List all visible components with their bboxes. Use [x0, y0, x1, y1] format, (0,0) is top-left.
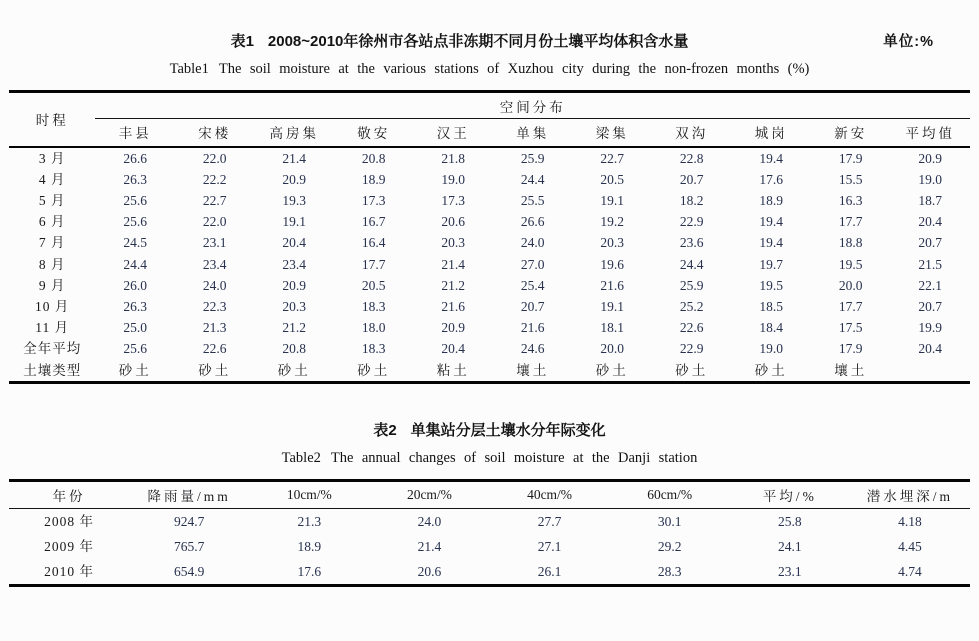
table1-cell: 20.0 — [600, 341, 625, 357]
table1-cell: 20.8 — [361, 150, 386, 166]
scanned-paper-page — [0, 33, 979, 587]
table1-cell: 19.4 — [759, 235, 784, 251]
table1-cell: 27.0 — [520, 256, 545, 272]
table1-label-zh: 表1 — [230, 33, 254, 50]
table1-data-row — [9, 296, 970, 317]
table1-cell: 砂土 — [277, 362, 311, 378]
table1-cell: 18.2 — [679, 192, 704, 208]
table1-cell: 18.5 — [759, 298, 784, 314]
table2-cell: 21.4 — [417, 538, 442, 554]
table1-cell: 25.6 — [123, 341, 148, 357]
table1-cell: 20.9 — [918, 150, 943, 166]
table1-row-label: 11 月 — [35, 320, 70, 336]
table1-station-header: 新安 — [811, 119, 891, 147]
table1-cell: 17.7 — [838, 214, 863, 230]
table1-cell: 砂土 — [118, 362, 152, 378]
table1-row-label: 7 月 — [38, 235, 66, 251]
table2-cell: 4.18 — [898, 513, 922, 529]
table1-title-en: The soil moisture at the various stations of Xuzhou city during the non-frozen months (%) — [218, 61, 810, 77]
table1-data-row — [9, 169, 970, 190]
table1-cell: 19.5 — [838, 256, 863, 272]
table1-cell: 20.6 — [441, 214, 466, 230]
table1-cell: 18.3 — [361, 341, 386, 357]
table1-cell: 17.7 — [361, 256, 386, 272]
table2-cell: 25.8 — [778, 513, 802, 529]
table1-row-label: 4 月 — [38, 171, 66, 187]
table1-cell: 20.7 — [918, 298, 943, 314]
table1-cell: 21.2 — [441, 277, 466, 293]
table1-group-header-row — [9, 92, 970, 119]
table1-data-row — [9, 254, 970, 275]
table1-row-label: 全年平均 — [23, 341, 82, 357]
table1-cell: 22.2 — [202, 171, 227, 187]
table1-cell: 20.5 — [361, 277, 386, 293]
table1-cell: 24.5 — [123, 235, 148, 251]
table1-cell: 19.1 — [600, 192, 625, 208]
table1-cell: 20.4 — [282, 235, 307, 251]
table1-cell: 20.4 — [918, 214, 943, 230]
table2-label-en: Table2 — [281, 449, 321, 466]
table2-cell: 24.1 — [778, 538, 802, 554]
table2-cell: 24.0 — [417, 513, 442, 529]
table1-cell: 15.5 — [838, 171, 863, 187]
table1-cell: 26.3 — [123, 298, 148, 314]
table2-cell: 654.9 — [174, 563, 205, 579]
table1-cell: 23.4 — [202, 256, 227, 272]
table1-data-row — [9, 211, 970, 232]
table2-cell: 17.6 — [297, 563, 322, 579]
table2-cell: 27.7 — [537, 513, 562, 529]
table2-cell: 21.3 — [297, 513, 322, 529]
table1-cell: 21.8 — [441, 150, 466, 166]
table1-cell: 23.1 — [202, 235, 227, 251]
table1-cell: 26.6 — [520, 214, 545, 230]
table1-cell: 20.3 — [282, 298, 307, 314]
table2-cell: 28.3 — [657, 563, 682, 579]
table1-cell: 壤土 — [834, 362, 868, 378]
table1-row-label: 6 月 — [38, 214, 66, 230]
table1-cell: 20.4 — [441, 341, 466, 357]
table1-cell: 20.5 — [600, 171, 625, 187]
table1-cell: 18.0 — [361, 320, 386, 336]
table1-cell: 17.9 — [838, 341, 863, 357]
table2-cell: 23.1 — [778, 563, 802, 579]
table2-column-header: 年份 — [9, 480, 129, 508]
table1-station-header: 单集 — [493, 119, 573, 147]
table1-cell: 21.4 — [282, 150, 307, 166]
table1-data-row — [9, 317, 970, 338]
table1-cell: 20.7 — [679, 171, 704, 187]
table1-data-row — [9, 338, 970, 359]
table2-column-header: 降雨量/mm — [129, 480, 249, 508]
table1-cell: 22.3 — [202, 298, 227, 314]
table1-cell: 24.4 — [520, 171, 545, 187]
table2-column-header: 平均/% — [730, 480, 850, 508]
table1-cell: 22.7 — [202, 192, 227, 208]
table1-title-zh: 2008~2010年徐州市各站点非冻期不同月份土壤平均体积含水量 — [267, 33, 689, 50]
table1-cell: 21.6 — [520, 320, 545, 336]
table1-cell: 26.3 — [123, 171, 148, 187]
table1-cell: 24.0 — [202, 277, 227, 293]
table2-cell: 924.7 — [174, 513, 205, 529]
table1-cell: 16.7 — [361, 214, 386, 230]
table1-cell: 21.6 — [600, 277, 625, 293]
table1-cell: 23.6 — [679, 235, 704, 251]
table1-station-header: 双沟 — [652, 119, 732, 147]
table2-title-zh: 单集站分层土壤水分年际变化 — [410, 421, 606, 439]
table1-row-label: 9 月 — [38, 277, 66, 293]
unit-label: 单位:% — [883, 34, 934, 50]
table1-cell: 21.5 — [918, 256, 943, 272]
table1-cell: 20.0 — [838, 277, 863, 293]
table2-cell: 18.9 — [297, 538, 322, 554]
table1-label-en: Table1 — [169, 61, 209, 77]
table1-cell: 20.3 — [441, 235, 466, 251]
table2-caption-zh — [9, 422, 970, 440]
table1-cell: 22.1 — [918, 277, 943, 293]
table1-cell: 25.9 — [679, 277, 704, 293]
table1-row-label: 5 月 — [38, 192, 66, 208]
table2-row-label: 2010 年 — [44, 563, 94, 579]
table1-cell: 21.2 — [282, 320, 307, 336]
table1-cell: 25.2 — [679, 298, 704, 314]
table1-cell: 20.7 — [520, 298, 545, 314]
table1-cell: 20.9 — [282, 171, 307, 187]
table2-cell: 27.1 — [537, 538, 562, 554]
table1-cell: 25.0 — [123, 320, 148, 336]
table1-station-header: 城岗 — [731, 119, 811, 147]
table1-cell: 19.7 — [759, 256, 784, 272]
table2-cell: 20.6 — [417, 563, 442, 579]
table1-cell: 砂土 — [357, 362, 391, 378]
table2-label-zh: 表2 — [373, 421, 397, 439]
table1-cell: 17.6 — [759, 171, 784, 187]
table2-cell: 4.45 — [898, 538, 922, 554]
table1-cell: 16.4 — [361, 235, 386, 251]
table1-cell — [890, 360, 970, 383]
table1-cell: 18.9 — [759, 192, 784, 208]
table2-cell: 29.2 — [657, 538, 682, 554]
table1-station-header: 丰县 — [95, 119, 175, 147]
table1-cell: 17.3 — [441, 192, 466, 208]
table1-cell: 22.6 — [679, 320, 704, 336]
table1-cell: 22.7 — [600, 150, 625, 166]
table1-cell: 25.4 — [520, 277, 545, 293]
table2-cell: 4.74 — [898, 563, 922, 579]
table1-cell: 25.6 — [123, 192, 148, 208]
table1-station-header: 平均值 — [890, 119, 970, 147]
table2-column-header: 10cm/% — [249, 480, 369, 508]
table1-data-row — [9, 147, 970, 169]
table1-cell: 19.6 — [600, 256, 625, 272]
table1-cell: 壤土 — [516, 362, 550, 378]
table1-cell: 22.9 — [679, 341, 704, 357]
table1-cell: 20.4 — [918, 341, 943, 357]
table1-cell: 23.4 — [282, 256, 307, 272]
table1-cell: 24.4 — [123, 256, 148, 272]
table2-title-en: The annual changes of soil moisture at the Danji station — [330, 449, 698, 466]
table1-data-row — [9, 190, 970, 211]
table2-header-row — [9, 480, 970, 508]
table1-cell: 21.4 — [441, 256, 466, 272]
table1-time-col-header: 时程 — [9, 92, 95, 147]
table1-cell: 19.5 — [759, 277, 784, 293]
table1-station-header-row — [9, 119, 970, 147]
table1-row-label: 8 月 — [38, 256, 66, 272]
table1-cell: 18.7 — [918, 192, 943, 208]
table2-cell: 26.1 — [537, 563, 562, 579]
table1-cell: 26.6 — [123, 150, 148, 166]
table1-cell: 20.3 — [600, 235, 625, 251]
table1-cell: 20.8 — [282, 341, 307, 357]
table1-cell: 18.9 — [361, 171, 386, 187]
table2-row-label: 2009 年 — [44, 538, 94, 554]
table2-cell: 765.7 — [174, 538, 205, 554]
table1-cell: 19.4 — [759, 150, 784, 166]
table2-data-row — [9, 534, 970, 559]
table1-station-header: 汉王 — [413, 119, 493, 147]
table1-cell: 19.1 — [282, 214, 307, 230]
table2-data-row — [9, 559, 970, 586]
table1-data-row — [9, 275, 970, 296]
table1-cell: 21.6 — [441, 298, 466, 314]
table2-caption-en — [9, 450, 970, 467]
table2-column-header: 潜水埋深/m — [850, 480, 970, 508]
table1-cell: 24.4 — [679, 256, 704, 272]
table2-data-row — [9, 508, 970, 534]
table1-cell: 24.6 — [520, 341, 545, 357]
table1-cell: 22.6 — [202, 341, 227, 357]
table1-cell: 22.8 — [679, 150, 704, 166]
table1-row-label: 10 月 — [35, 298, 70, 314]
table1-cell: 22.0 — [202, 150, 227, 166]
table1-cell: 20.7 — [918, 235, 943, 251]
table1-cell: 18.4 — [759, 320, 784, 336]
table1-cell: 粘土 — [436, 362, 470, 378]
table1-cell: 19.0 — [441, 171, 466, 187]
table1-cell: 20.9 — [282, 277, 307, 293]
table1-cell: 19.9 — [918, 320, 943, 336]
table1-cell: 17.7 — [838, 298, 863, 314]
table1-station-header: 梁集 — [572, 119, 652, 147]
table1-data-row — [9, 232, 970, 253]
table1-cell: 26.0 — [123, 277, 148, 293]
table2-row-label: 2008 年 — [44, 513, 94, 529]
table1-cell: 18.1 — [600, 320, 625, 336]
table2-danji-annual-changes — [9, 479, 970, 587]
table1-cell: 25.6 — [123, 214, 148, 230]
table1-soil-moisture-stations — [9, 90, 970, 384]
table1-cell: 17.3 — [361, 192, 386, 208]
table1-cell: 砂土 — [675, 362, 709, 378]
table1-cell: 18.3 — [361, 298, 386, 314]
table1-data-row — [9, 360, 970, 383]
table2-column-header: 20cm/% — [369, 480, 489, 508]
table1-cell: 20.9 — [441, 320, 466, 336]
table1-cell: 19.2 — [600, 214, 625, 230]
table1-row-label: 3 月 — [38, 150, 66, 166]
table1-cell: 砂土 — [754, 362, 788, 378]
table1-cell: 砂土 — [198, 362, 232, 378]
table1-cell: 25.5 — [520, 192, 545, 208]
table1-spatial-group-header: 空间分布 — [95, 92, 970, 119]
table1-cell: 22.9 — [679, 214, 704, 230]
table1-caption-zh — [9, 33, 970, 51]
table1-station-header: 敬安 — [334, 119, 414, 147]
table1-caption-en — [9, 61, 970, 78]
table1-cell: 25.9 — [520, 150, 545, 166]
table1-cell: 19.3 — [282, 192, 307, 208]
table1-cell: 19.4 — [759, 214, 784, 230]
table1-cell: 砂土 — [595, 362, 629, 378]
table1-cell: 17.5 — [838, 320, 863, 336]
table1-cell: 17.9 — [838, 150, 863, 166]
table1-cell: 16.3 — [838, 192, 863, 208]
table1-station-header: 宋楼 — [175, 119, 255, 147]
table1-cell: 19.0 — [759, 341, 784, 357]
table1-cell: 21.3 — [202, 320, 227, 336]
table1-cell: 19.0 — [918, 171, 943, 187]
table1-cell: 19.1 — [600, 298, 625, 314]
table2-column-header: 60cm/% — [610, 480, 730, 508]
table1-cell: 18.8 — [838, 235, 863, 251]
table1-cell: 22.0 — [202, 214, 227, 230]
table1-station-header: 高房集 — [254, 119, 334, 147]
table2-cell: 30.1 — [657, 513, 682, 529]
table1-row-label: 土壤类型 — [23, 362, 82, 378]
table2-column-header: 40cm/% — [490, 480, 610, 508]
table1-cell: 24.0 — [520, 235, 545, 251]
